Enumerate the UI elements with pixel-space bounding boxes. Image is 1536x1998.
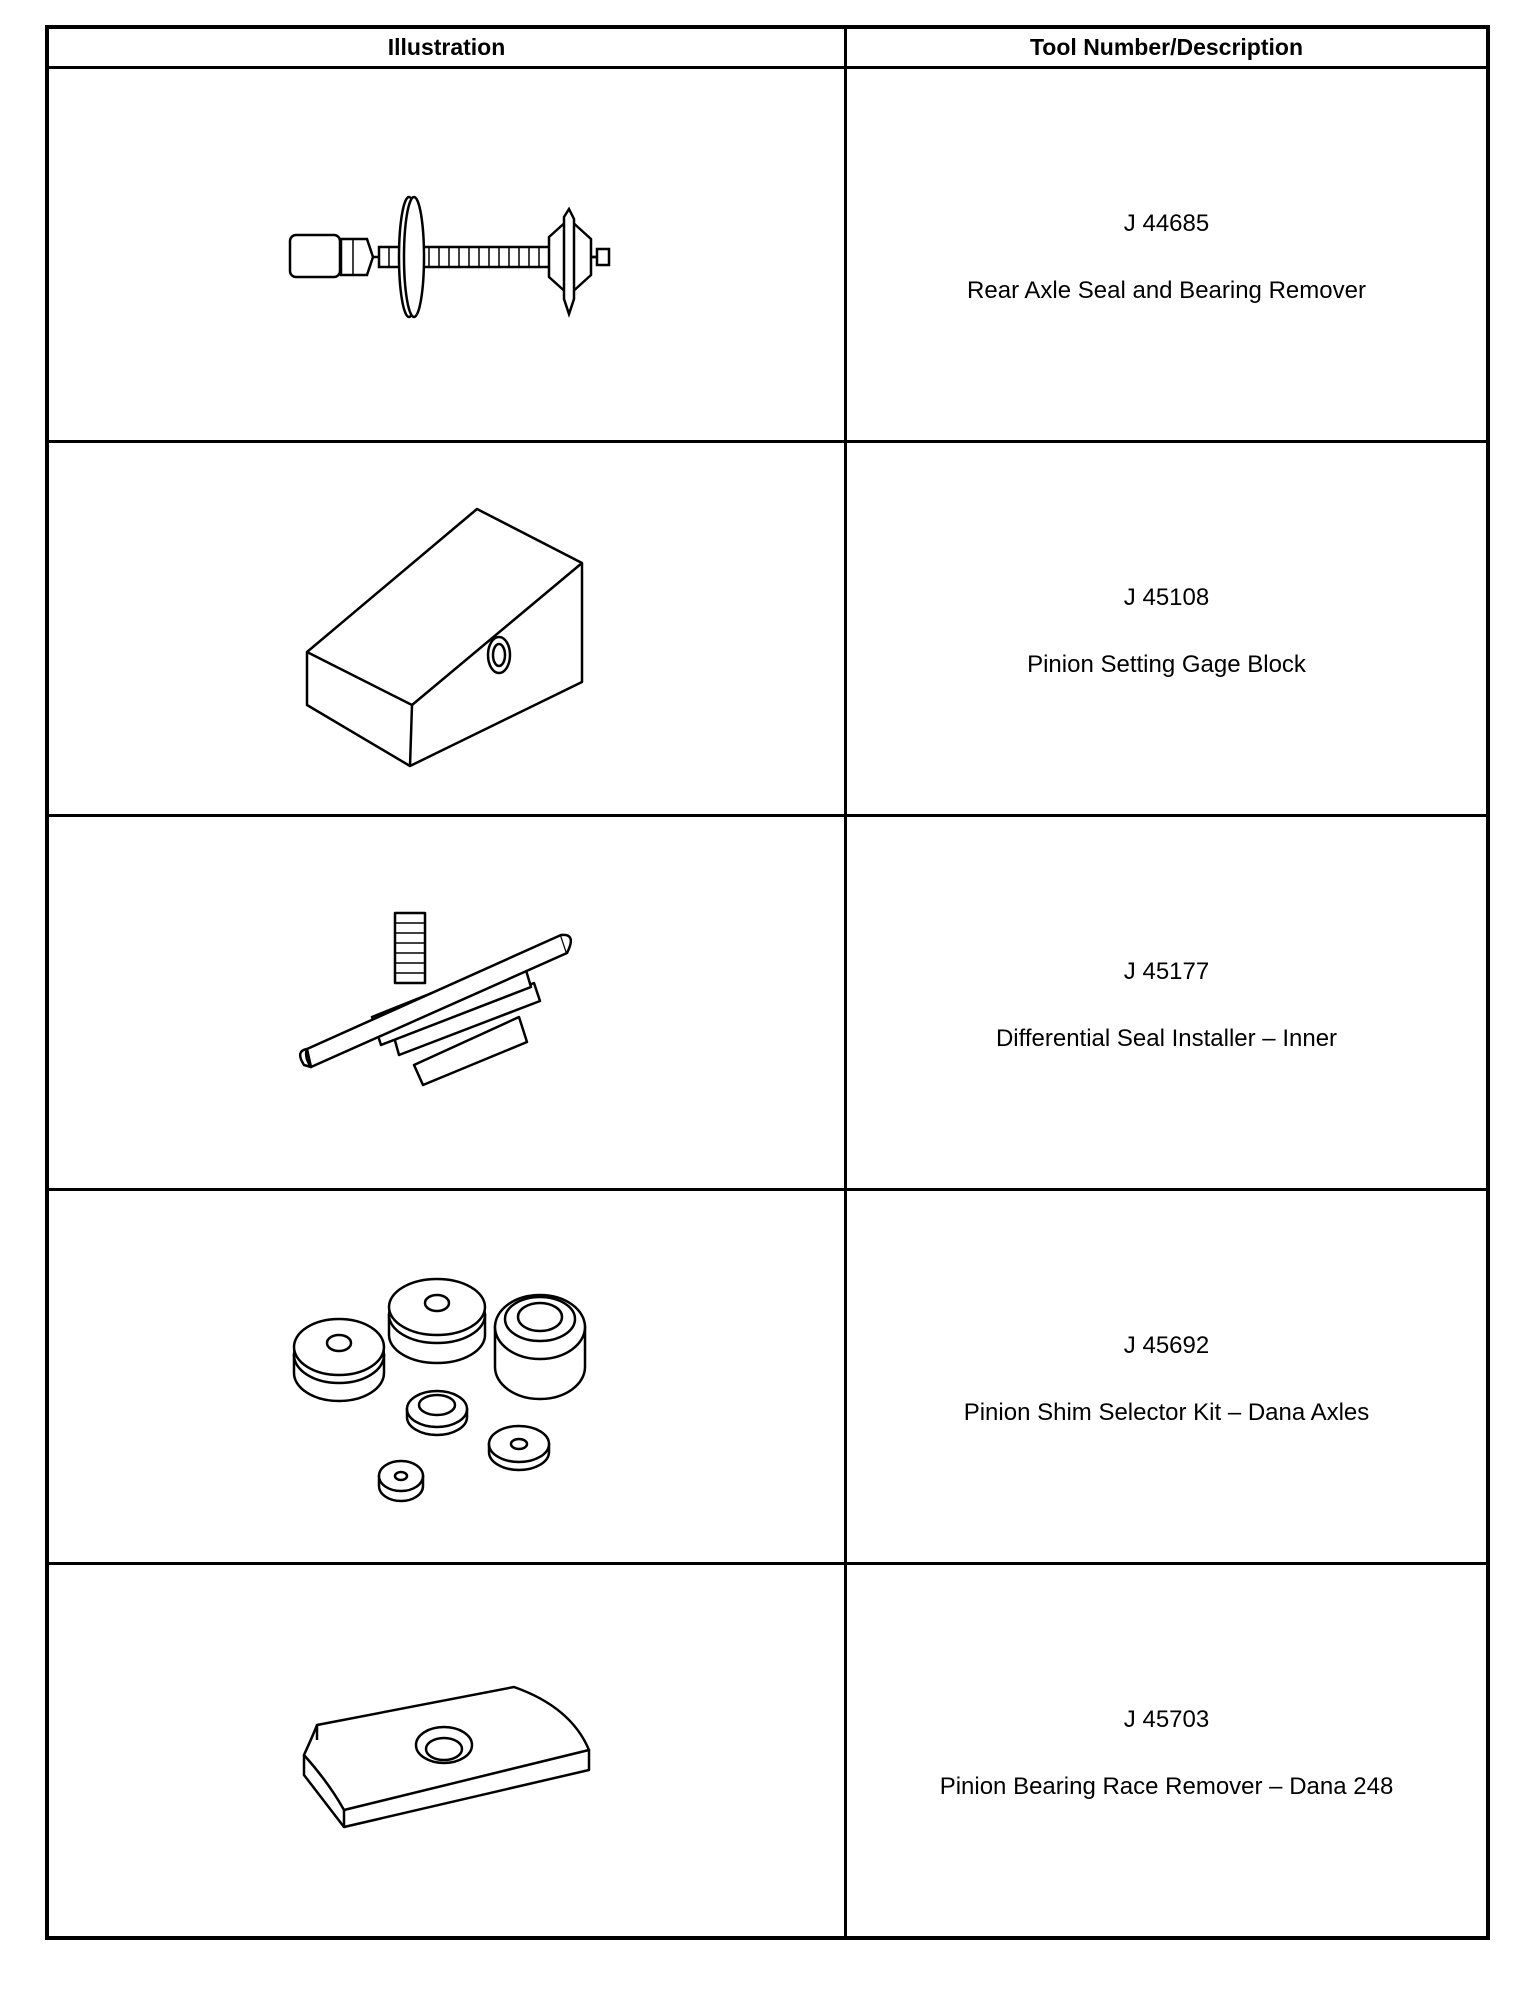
tool-number: J 44685 — [1123, 210, 1210, 237]
table-row — [49, 443, 1486, 817]
tool-description: Pinion Setting Gage Block — [1027, 651, 1306, 678]
header-illustration: Illustration — [387, 34, 506, 60]
description-cell — [847, 1191, 1486, 1562]
tool-number: J 45692 — [1123, 1332, 1210, 1359]
tool-number: J 45108 — [1123, 584, 1210, 611]
description-cell — [847, 817, 1486, 1188]
illustration-cell — [49, 817, 844, 1188]
illustration-cell — [49, 443, 844, 814]
header-tool-number-description: Tool Number/Description — [1029, 34, 1304, 60]
description-cell — [847, 1565, 1486, 1939]
illustration-cell — [49, 1565, 844, 1939]
header-row — [49, 29, 1486, 69]
seal-installer-icon — [49, 817, 844, 1188]
table-row — [49, 1565, 1486, 1939]
table-row — [49, 69, 1486, 443]
tool-number: J 45703 — [1123, 1706, 1210, 1733]
illustration-cell — [49, 1191, 844, 1562]
race-remover-icon — [49, 1565, 844, 1936]
illustration-cell — [49, 69, 844, 440]
tool-description: Differential Seal Installer – Inner — [995, 1025, 1338, 1052]
table-row — [49, 817, 1486, 1191]
tool-description: Rear Axle Seal and Bearing Remover — [967, 277, 1366, 304]
tool-number: J 45177 — [1123, 958, 1210, 985]
seal-bearing-remover-icon — [49, 69, 844, 440]
tool-description: Pinion Shim Selector Kit – Dana Axles — [963, 1399, 1370, 1426]
gage-block-icon — [49, 443, 844, 814]
description-cell — [847, 69, 1486, 440]
table-row — [49, 1191, 1486, 1565]
description-cell — [847, 443, 1486, 814]
tools-table — [45, 25, 1490, 1940]
tool-description: Pinion Bearing Race Remover – Dana 248 — [939, 1773, 1394, 1800]
shim-selector-kit-icon — [49, 1191, 844, 1562]
